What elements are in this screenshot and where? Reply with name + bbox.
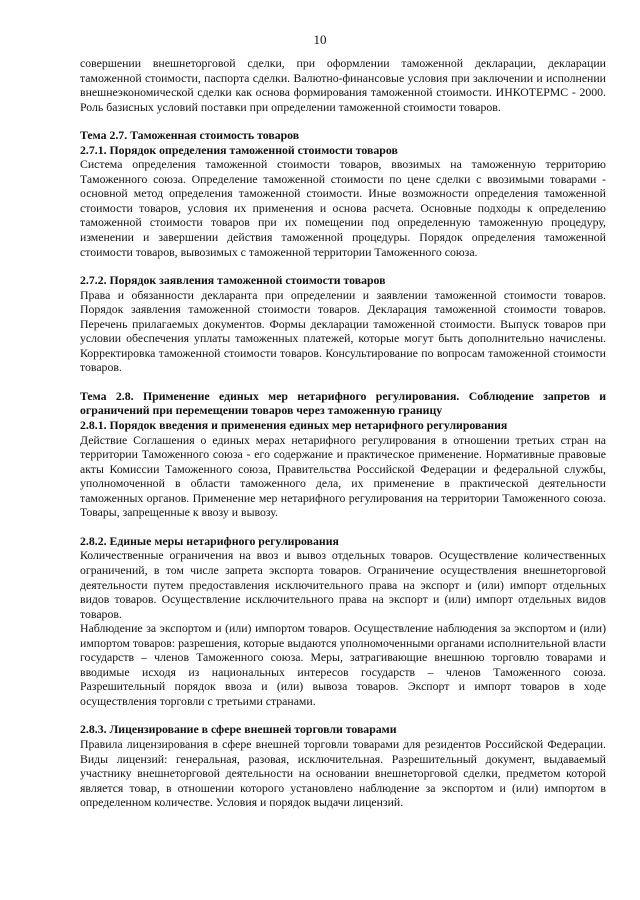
section-2-7-1-heading: 2.7.1. Порядок определения таможенной стоимости товаров (80, 142, 398, 157)
section-2-7-1-text: Система определения таможенной стоимости товаров, ввозимых на таможенную территорию Таможенного союза. Определение таможенной стоимости по цене сделки с ввозимыми товарами - основной метод определения таможенной стоимости. Иные возможности определения таможенной стоимости товаров, условия их применения и основа расчета. Основные подходы к определению таможенной стоимости товаров при их помещении под определенную таможенную процедуру, изменении и завершении действия таможенной процедуры. Порядок определения таможенной стоимости товаров, вывозимых с таможенной территории Таможенного союза. (80, 157, 606, 259)
spacer (80, 114, 606, 128)
section-2-8-3-heading: 2.8.3. Лицензирование в сфере внешней торговли товарами (80, 722, 397, 737)
section-2-7-2-heading: 2.7.2. Порядок заявления таможенной стоимости товаров (80, 273, 386, 288)
section-2-8-3-text: Правила лицензирования в сфере внешней торговли товарами для резидентов Российской Федерации. Виды лицензий: генеральная, разовая, исключительная. Разрешительный документ, выдаваемый участнику внешнеторговой деятельности на основании внешнеторговой сделки, предметом которой является товар, в отношении которого установлено наблюдение за экспортом и (или) импортом в определенном количестве. Условия и порядок выдачи лицензий. (80, 736, 606, 810)
spacer (80, 259, 606, 273)
spacer (80, 708, 606, 722)
page-body (80, 56, 606, 810)
theme-2-8-heading: Тема 2.8. Применение единых мер нетарифного регулирования. Соблюдение запретов и ограничений при перемещении товаров через таможенную границу (80, 388, 606, 418)
intro-paragraph: совершении внешнеторговой сделки, при оформлении таможенной декларации, декларации таможенной стоимости, паспорта сделки. Валютно-финансовые условия при заключении и исполнении внешнеэкономической сделки как основа формирования таможенной стоимости. ИНКОТЕРМС - 2000. Роль базисных условий поставки при определении таможенной стоимости товаров. (80, 56, 606, 114)
section-2-8-2-text-1: Количественные ограничения на ввоз и вывоз отдельных товаров. Осуществление количественных ограничений, в том числе запрета экспорта товаров. Ограничение осуществления внешнеторговой деятельности путем предоставления исключительного права на экспорт и (или) импорт отдельных видов товаров. Осуществление исключительного права на экспорт и (или) импорт отдельных видов товаров. (80, 548, 606, 621)
section-2-8-1-heading: 2.8.1. Порядок введения и применения единых мер нетарифного регулирования (80, 418, 508, 433)
section-2-8-2-text-2: Наблюдение за экспортом и (или) импортом товаров. Осуществление наблюдения за экспортом и (или) импортом товаров: разрешения, которые выдаются уполномоченными органами исполнительной власти государств – членов Таможенного союза. Меры, затрагивающие внешнюю торговлю товарами и вводимые исходя из национальных интересов государств – членов Таможенного союза. Разрешительный порядок ввоза и (или) вывоза товаров. Экспорт и импорт товаров в ходе осуществления торговли с третьими странами. (80, 621, 606, 708)
spacer (80, 375, 606, 389)
spacer (80, 520, 606, 534)
section-2-8-1-text: Действие Соглашения о единых мерах нетарифного регулирования в отношении третьих стран на территории Таможенного союза - его содержание и практическое применение. Нормативные правовые акты Комиссии Таможенного союза, Правительства Российской Федерации и федеральной службы, уполномоченной в области таможенного дела, их применение в практической деятельности таможенных органов. Применение мер нетарифного регулирования на территории Таможенного союза. Товары, запрещенные к ввозу и вывозу. (80, 432, 606, 520)
theme-2-7-heading: Тема 2.7. Таможенная стоимость товаров (80, 128, 300, 143)
section-2-8-2-heading: 2.8.2. Единые меры нетарифного регулирования (80, 533, 339, 548)
page-number: 10 (313, 32, 327, 47)
section-2-7-2-text: Права и обязанности декларанта при определении и заявлении таможенной стоимости товаров. Порядок заявления таможенной стоимости товаров. Декларация таможенной стоимости товаров. Перечень прилагаемых документов. Формы декларации таможенной стоимости. Выпуск товаров при условии обеспечения уплаты таможенных платежей, которые могут быть дополнительно начислены. Корректировка таможенной стоимости товаров. Консультирование по вопросам таможенной стоимости товаров. (80, 287, 606, 375)
